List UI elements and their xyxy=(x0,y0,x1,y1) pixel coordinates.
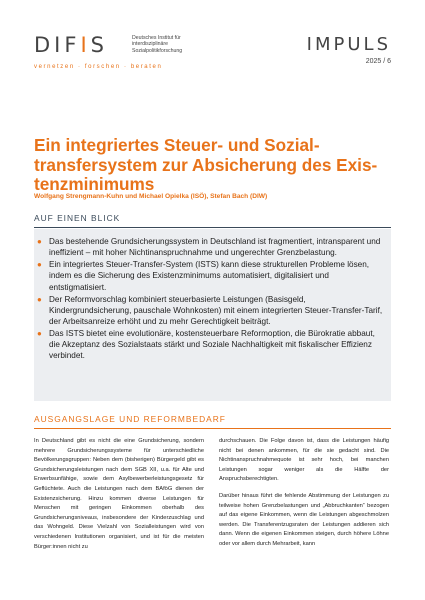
body-paragraph: In Deutschland gibt es nicht die eine Grundsicherung, sondern mehrere Grundsicherungssysteme für unterschiedliche Bevölkerungsgruppen: Neben dem (bisherigen) Bürgergeld gibt es Grundsicherungsleistungen nach dem SGB XII, u.a. für Alte und Erwerbsunfähige, sowie dem Asylbewerberleistungsgesetz für Geflüchtete. Auch die Leistungen nach dem BAföG dienen der Existenzsicherung. Hinzu kommen diverse Leistungen für Menschen mit geringen Einkommen oberhalb des Grundsicherungsniveaus, insbesondere der Kinderzuschlag und das Wohngeld. Diese Vielzahl von Sozialleistungen wird von verschiedenen Institutionen organisiert, und ist für die meisten Bürger:innen nicht zu xyxy=(34,438,204,550)
body-column-right xyxy=(219,437,389,557)
bullet-icon: ● xyxy=(37,237,42,246)
bullet-icon: ● xyxy=(37,260,42,270)
logo-subtitle: Deutsches Institut für interdisziplinäre Sozialpolitikforschung xyxy=(132,35,183,54)
at-a-glance-heading: AUF EINEN BLICK xyxy=(34,213,121,223)
key-point xyxy=(36,259,386,293)
body-paragraph: durchschauen. Die Folge davon ist, dass die Leistungen häufig nicht bei denen ankommen, für die sie gedacht sind. Die Nichtinanspruchnahmequote ist sehr hoch, bei manchen Leistungen sogar weniger als die Hälfte der Anspruchsberechtigten. xyxy=(219,438,389,483)
key-point xyxy=(36,328,386,362)
logo-tagline: vernetzen · forschen · beraten xyxy=(34,64,163,70)
key-points-list xyxy=(36,236,386,362)
bullet-icon: ● xyxy=(37,329,42,339)
key-point xyxy=(36,236,386,258)
document-title: Ein integriertes Steuer- und Sozial-transfersystem zur Absicherung des Exis-tenzminimums xyxy=(34,135,378,195)
key-point xyxy=(36,294,386,328)
logo-wordmark: DIFIS xyxy=(34,33,108,57)
key-point-text: Der Reformvorschlag kombiniert steuerbasierte Leistungen (Basisgeld, Kindergrundsicherung, pauschale Wohnkosten) mit einem integrierten Steuer-Transfer-Tarif, der Arbeitsanreize erhöht und zu mehr Gerechtigkeit beiträgt. xyxy=(49,294,383,327)
bullet-icon: ● xyxy=(37,294,42,304)
section-divider xyxy=(34,428,391,429)
body-paragraph: Darüber hinaus führt die fehlende Abstimmung der Leistungen zu teilweise hohen Grenzbelastungen und „Abbruchkanten“ bezogen auf das eigene Einkommen, wenn die Leistungen abgeschmolzen werden. Die Transferentzugsraten der Leistungen addieren sich dann. Wenn die eigenen Einkommen steigen, durch höhere Löhne oder vor allem durch Mehrarbeit, kann xyxy=(219,492,389,547)
section-heading: AUSGANGSLAGE UND REFORMBEDARF xyxy=(34,414,226,424)
body-column-left xyxy=(34,437,204,559)
publication-name: IMPULS xyxy=(306,34,391,55)
authors-line: Wolfgang Strengmann-Kuhn und Michael Opielka (ISÖ), Stefan Bach (DIW) xyxy=(34,193,268,200)
key-point-text: Das bestehende Grundsicherungssystem in Deutschland ist fragmentiert, intransparent und ineffizient – mit hoher Nichtinanspruchnahme und ungerechter Grenzbelastung. xyxy=(49,237,381,258)
issue-number: 2025 / 6 xyxy=(365,58,391,65)
key-point-text: Ein integriertes Steuer-Transfer-System (ISTS) kann diese strukturellen Probleme lösen, indem es die Sicherung des Existenzminimums automatisiert, digitalisiert und entstigmatisiert. xyxy=(49,260,370,292)
at-a-glance-divider xyxy=(34,227,391,228)
key-point-text: Das ISTS bietet eine evolutionäre, kostensteuerbare Reformoption, die Bürokratie abbaut, die Akzeptanz des Sozialstaats stärkt und Soziale Nachhaltigkeit mit fiskalischer Effizienz verbindet. xyxy=(49,329,375,361)
difis-logo xyxy=(34,33,183,70)
